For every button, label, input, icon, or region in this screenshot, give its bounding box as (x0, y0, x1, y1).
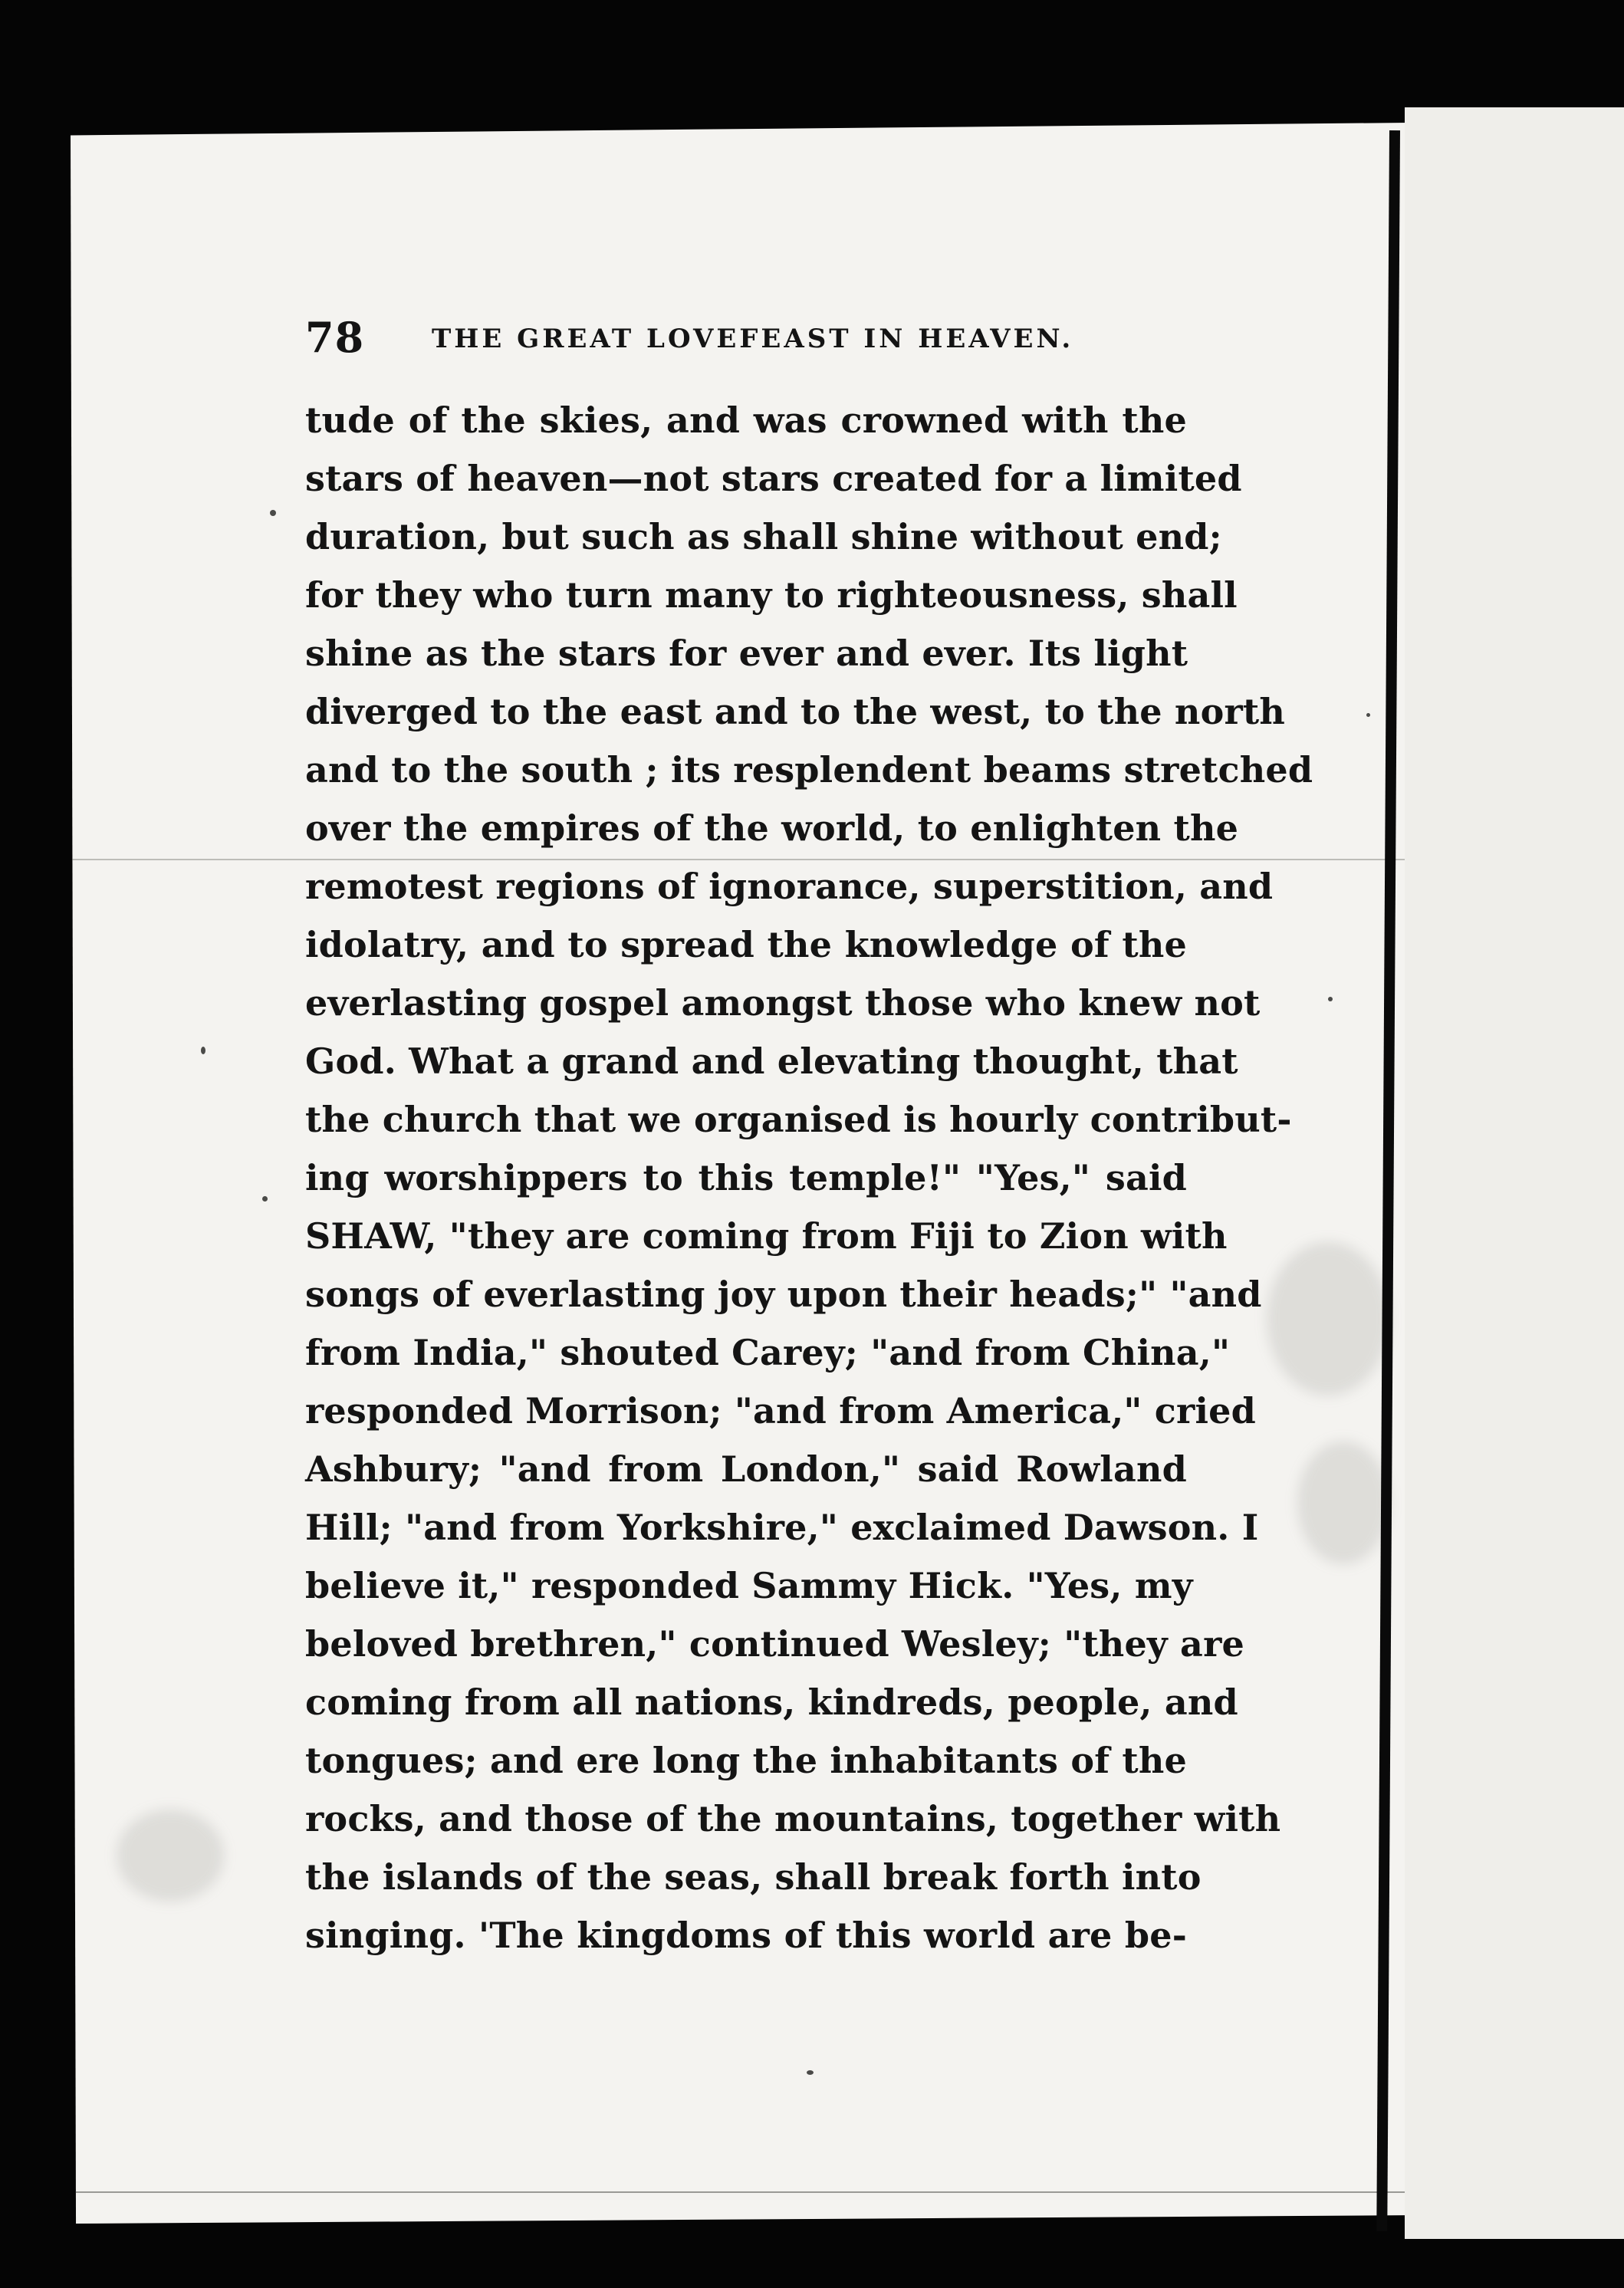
text-line: the islands of the seas, shall break forth into (305, 1856, 1202, 1898)
speck (270, 510, 276, 516)
text-line: stars of heaven—not stars created for a limited (305, 458, 1242, 499)
speck (1328, 997, 1333, 1001)
text-line: SHAW, "they are coming from Fiji to Zion with (305, 1215, 1228, 1257)
text-line: shine as the stars for ever and ever. Its light (305, 633, 1188, 674)
speck (807, 2070, 814, 2075)
ink-smudge (117, 1810, 224, 1902)
text-line: duration, but such as shall shine without end; (305, 516, 1222, 557)
text-line: tongues; and ere long the inhabitants of the (305, 1740, 1187, 1781)
page-text (305, 307, 1313, 1964)
speck (262, 1196, 268, 1202)
text-line: over the empires of the world, to enlighten the (305, 807, 1239, 849)
text-line: Hill; "and from Yorkshire," exclaimed Dawson. I (305, 1507, 1259, 1548)
text-line: ing worshippers to this temple!" "Yes," said (305, 1157, 1187, 1198)
text-line: the church that we organised is hourly contribut- (305, 1099, 1292, 1140)
text-line: singing. 'The kingdoms of this world are be- (305, 1915, 1187, 1956)
text-line: believe it," responded Sammy Hick. "Yes, my (305, 1565, 1193, 1606)
speck (201, 1047, 205, 1054)
text-line: coming from all nations, kindreds, people, and (305, 1681, 1238, 1723)
page-number: 78 (305, 313, 365, 362)
facing-page-edge (1405, 107, 1624, 2239)
text-line: tude of the skies, and was crowned with the (305, 399, 1187, 441)
text-line: everlasting gospel amongst those who knew not (305, 982, 1261, 1024)
text-line: diverged to the east and to the west, to the north (305, 691, 1285, 732)
text-line: from India," shouted Carey; "and from China," (305, 1332, 1231, 1373)
text-line: for they who turn many to righteousness, shall (305, 574, 1238, 616)
text-line: songs of everlasting joy upon their heads;" "and (305, 1274, 1262, 1315)
speck (1366, 713, 1370, 717)
running-head-title: THE GREAT LOVEFEAST IN HEAVEN. (432, 324, 1074, 354)
text-line: Ashbury; "and from London," said Rowland (305, 1448, 1187, 1490)
text-line: idolatry, and to spread the knowledge of the (305, 924, 1187, 965)
text-line: rocks, and those of the mountains, together with (305, 1798, 1281, 1839)
text-line: beloved brethren," continued Wesley; "they are (305, 1623, 1244, 1665)
text-line: remotest regions of ignorance, superstition, and (305, 866, 1274, 907)
text-line: God. What a grand and elevating thought, that (305, 1040, 1238, 1082)
text-line: responded Morrison; "and from America," cried (305, 1390, 1256, 1432)
ink-smudge (1297, 1442, 1389, 1564)
bottom-edge-line (71, 2191, 1420, 2193)
text-line: and to the south ; its resplendent beams stretched (305, 749, 1313, 791)
ink-smudge (1267, 1242, 1389, 1395)
running-head (305, 307, 1187, 376)
